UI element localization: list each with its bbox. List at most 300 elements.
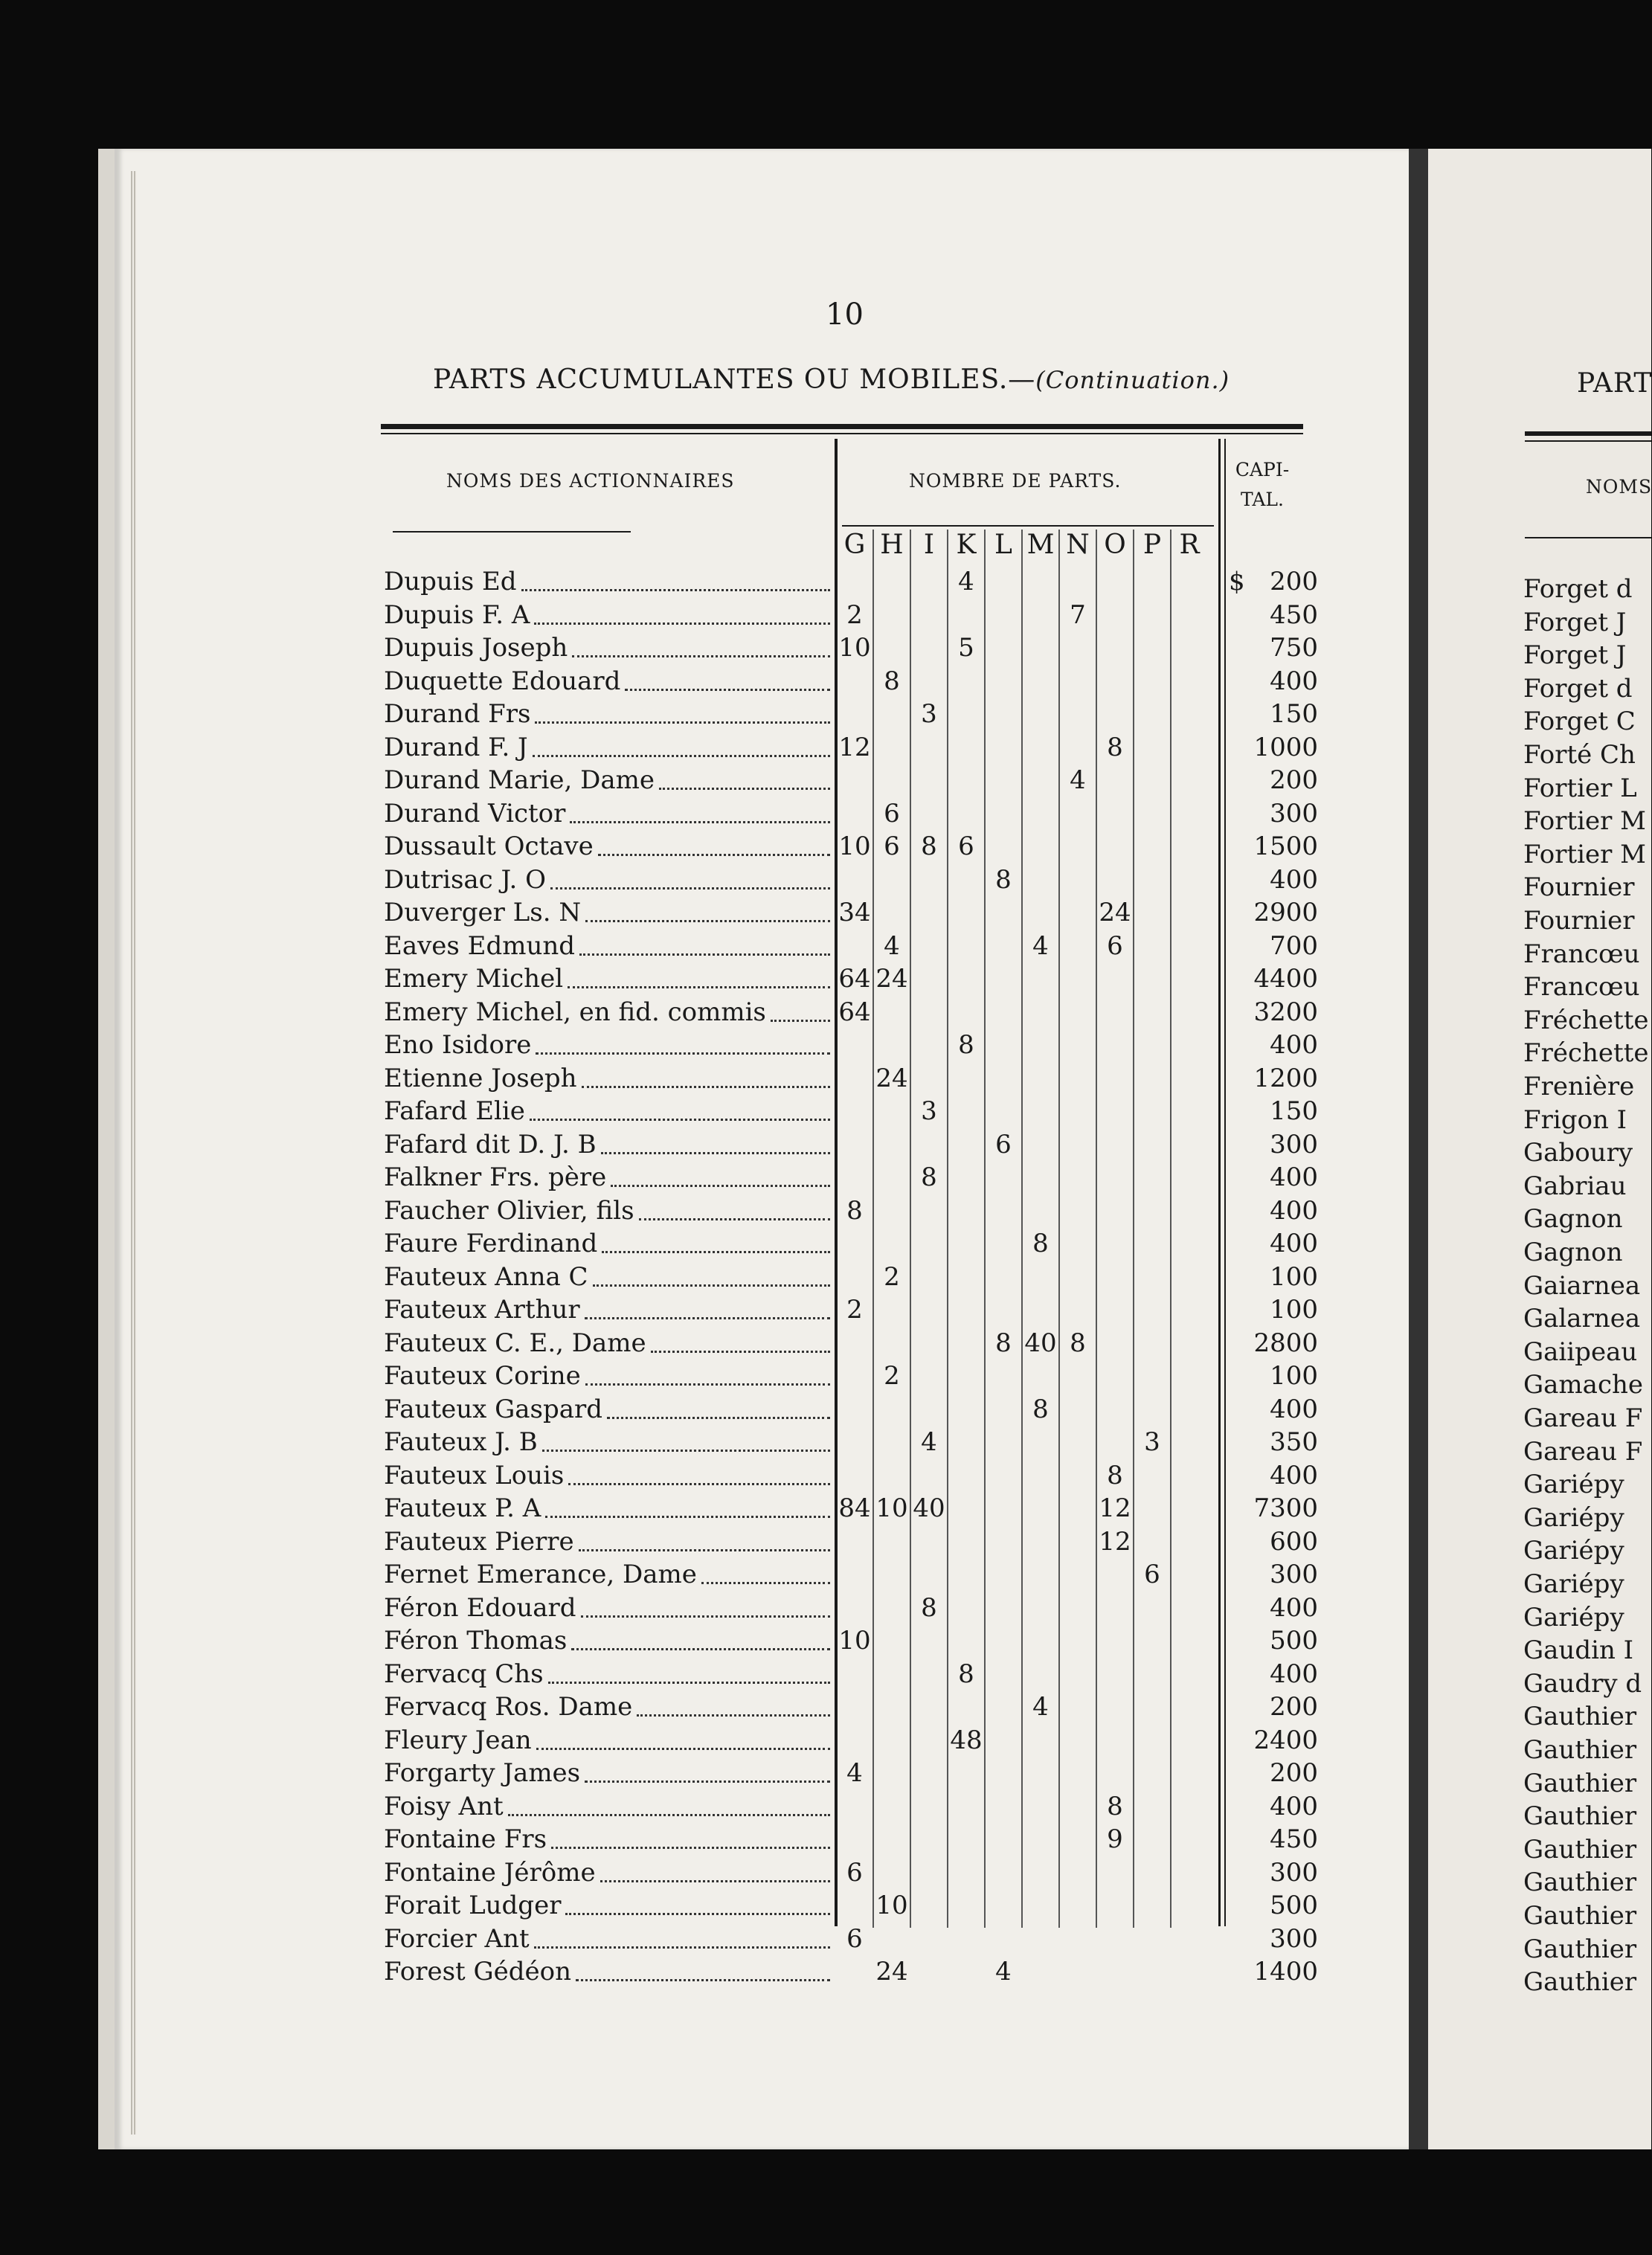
right-page-name: Gariépy [1523, 1502, 1624, 1533]
table-row [381, 863, 1333, 896]
dot-leader [542, 1417, 830, 1452]
shareholder-name: Fervacq Chs [384, 1659, 544, 1689]
shareholder-name: Féron Thomas [384, 1626, 568, 1656]
parts-cell-i: 8 [921, 1592, 937, 1623]
shareholder-name: Fauteux Pierre [384, 1526, 574, 1557]
shareholder-name: Fontaine Frs [384, 1824, 547, 1854]
parts-letter-l: L [994, 530, 1012, 560]
table-row [381, 1293, 1333, 1326]
capital-value: 150 [1270, 1096, 1318, 1126]
parts-letter-p: P [1142, 530, 1162, 560]
parts-letter-r: R [1179, 530, 1200, 560]
right-page-name: Gariépy [1523, 1536, 1624, 1566]
right-page-name: Fortier L [1523, 773, 1637, 803]
names-header-underline [393, 531, 631, 533]
dot-leader [581, 1583, 830, 1618]
table-row [381, 1194, 1333, 1227]
parts-cell-k: 8 [958, 1030, 974, 1060]
parts-cell-l: 4 [995, 1957, 1012, 1987]
parts-cell-n: 4 [1070, 765, 1086, 795]
table-row [381, 1492, 1333, 1525]
right-page-name: Fréchette [1523, 1005, 1649, 1035]
header-rule-thick [381, 424, 1303, 429]
parts-cell-g: 6 [846, 1923, 863, 1954]
parts-cell-h: 8 [884, 666, 900, 696]
parts-letter-n: N [1066, 530, 1090, 560]
shareholder-name: Fervacq Ros. Dame [384, 1692, 633, 1722]
shareholder-name: Féron Edouard [384, 1592, 576, 1623]
table-row [381, 599, 1333, 631]
table-row [381, 1823, 1333, 1856]
table-row [381, 1691, 1333, 1723]
parts-cell-h: 10 [875, 1891, 908, 1920]
dot-leader [508, 1781, 830, 1816]
parts-cell-k: 6 [958, 831, 974, 861]
shareholder-name: Fafard Elie [384, 1096, 525, 1126]
parts-cell-g: 6 [846, 1857, 863, 1888]
dot-leader [521, 556, 830, 591]
parts-cell-h: 24 [875, 964, 908, 994]
parts-cell-m: 8 [1032, 1229, 1049, 1258]
table-row [381, 1624, 1333, 1657]
parts-cell-g: 10 [838, 831, 871, 861]
parts-cell-g: 34 [838, 898, 871, 927]
dot-leader [536, 1715, 830, 1750]
parts-cell-i: 4 [921, 1427, 937, 1457]
shareholder-name: Duquette Edouard [384, 666, 621, 696]
right-page-name: Forget d [1523, 673, 1633, 704]
table-row [381, 731, 1333, 764]
parts-cell-h: 2 [884, 1261, 900, 1292]
right-page-name: Frenière [1523, 1072, 1635, 1101]
dot-leader [771, 987, 830, 1022]
dot-leader [551, 1814, 830, 1849]
parts-cell-o: 6 [1107, 930, 1123, 961]
parts-cell-h: 6 [884, 798, 900, 829]
table-row [381, 1955, 1333, 1988]
dot-leader [659, 755, 830, 790]
parts-cell-h: 6 [884, 831, 900, 861]
page-edges [131, 171, 137, 2135]
table-row [381, 797, 1333, 830]
right-page-name: Gauthier [1523, 1967, 1637, 1998]
parts-cell-i: 3 [921, 699, 937, 729]
right-page-name: Gauthier [1523, 1834, 1637, 1865]
shareholder-name: Eno Isidore [384, 1030, 532, 1060]
parts-cell-i: 8 [921, 1162, 937, 1192]
dot-leader [602, 1218, 830, 1253]
dot-leader [576, 1946, 830, 1981]
parts-column-separator [1058, 530, 1060, 1928]
right-page-name: Forget C [1523, 707, 1636, 737]
right-page-name: Gaiarnea [1523, 1270, 1641, 1301]
parts-cell-o: 8 [1107, 1460, 1123, 1490]
dot-leader [536, 1020, 830, 1055]
dot-leader [530, 1086, 830, 1121]
right-running-title: PART [1577, 368, 1652, 399]
shareholder-name: Duverger Ls. N [384, 898, 582, 927]
capital-value: 100 [1270, 1261, 1318, 1292]
shareholder-name: Emery Michel, en fid. commis [384, 997, 766, 1027]
capital-value: 7300 [1253, 1493, 1318, 1523]
right-page-name: Gauthier [1523, 1901, 1637, 1931]
right-page-name: Gaudry d [1523, 1668, 1642, 1699]
right-page-name: Gareau F [1523, 1436, 1643, 1467]
dot-leader [611, 1152, 830, 1187]
parts-column-separator [1096, 530, 1097, 1928]
capital-value: 400 [1270, 1659, 1318, 1689]
capital-value: 200 [1270, 765, 1318, 795]
capital-value: 400 [1270, 864, 1318, 895]
table-row [381, 764, 1333, 797]
table-row [381, 1923, 1333, 1955]
table-row [381, 1889, 1333, 1922]
capital-value: 450 [1270, 599, 1318, 630]
table-row [381, 1261, 1333, 1293]
parts-cell-n: 7 [1070, 599, 1086, 630]
capital-value: 300 [1270, 1560, 1318, 1589]
shareholder-name: Fafard dit D. J. B [384, 1129, 597, 1159]
right-page-name: Gauthier [1523, 1735, 1637, 1765]
right-page-name: Gamache [1523, 1370, 1644, 1400]
dot-leader [585, 887, 830, 922]
parts-header-underline [842, 525, 1214, 527]
dot-leader [598, 821, 830, 856]
parts-cell-o: 12 [1099, 1526, 1131, 1557]
capital-value: 200 [1270, 1692, 1318, 1722]
parts-cell-o: 8 [1107, 1791, 1123, 1821]
capital-value: 700 [1270, 930, 1318, 961]
shareholder-name: Falkner Frs. père [384, 1162, 607, 1192]
table-row [381, 1592, 1333, 1624]
shareholder-name: Fleury Jean [384, 1725, 532, 1755]
table-row [381, 830, 1333, 863]
parts-cell-g: 8 [846, 1195, 863, 1226]
capital-value: 400 [1270, 1460, 1318, 1490]
capital-value: 2900 [1253, 898, 1318, 927]
right-page-name: Gagnon [1523, 1238, 1623, 1267]
capital-value: 300 [1270, 798, 1318, 829]
right-page-name: Gariépy [1523, 1569, 1624, 1599]
table-row [381, 1227, 1333, 1260]
table-row [381, 1393, 1333, 1426]
capital-value: 3200 [1253, 997, 1318, 1027]
shareholder-name: Faure Ferdinand [384, 1229, 598, 1258]
table-row [381, 1525, 1333, 1558]
table-row [381, 1426, 1333, 1458]
book-spine [1409, 149, 1428, 2149]
right-header-rule-thick [1525, 431, 1651, 436]
dot-leader [639, 1186, 830, 1220]
table-row [381, 665, 1333, 698]
capital-value: 1500 [1253, 831, 1318, 861]
dot-leader [593, 1252, 830, 1287]
parts-cell-g: 4 [846, 1758, 863, 1788]
capital-value: 4400 [1253, 964, 1318, 994]
capital-column-header [1229, 455, 1296, 515]
capital-value: 400 [1270, 666, 1318, 696]
names-column-header: NOMS DES ACTIONNAIRES [446, 470, 735, 492]
table-row [381, 1062, 1333, 1095]
parts-cell-h: 2 [884, 1361, 900, 1391]
parts-column-separator [1133, 530, 1134, 1928]
parts-column-separator [947, 530, 948, 1928]
parts-cell-m: 40 [1024, 1328, 1057, 1358]
table-row [381, 1128, 1333, 1161]
right-page-name: Gaiipeau [1523, 1336, 1638, 1367]
table-row [381, 1029, 1333, 1061]
shareholder-name: Durand Victor [384, 798, 566, 829]
right-page-name: Frigon I [1523, 1104, 1627, 1135]
shareholder-name: Durand Marie, Dame [384, 765, 655, 795]
capital-value: 150 [1270, 699, 1318, 729]
table-row [381, 896, 1333, 929]
capital-value: 400 [1270, 1229, 1318, 1258]
table-row [381, 1360, 1333, 1392]
table-row [381, 1327, 1333, 1360]
parts-cell-o: 9 [1107, 1824, 1123, 1854]
table-row [381, 1856, 1333, 1889]
right-page-name: Francœu [1523, 939, 1640, 969]
parts-letter-k: K [956, 530, 977, 560]
parts-cell-o: 8 [1107, 732, 1123, 762]
capital-value: 450 [1270, 1824, 1318, 1854]
parts-cell-k: 4 [958, 567, 974, 596]
right-page-name: Fréchette [1523, 1038, 1649, 1069]
parts-cell-l: 8 [995, 864, 1012, 895]
shareholder-name: Forait Ludger [384, 1891, 562, 1920]
shareholder-name: Fauteux Corine [384, 1361, 581, 1391]
capital-value: 1400 [1253, 1957, 1318, 1987]
running-title [433, 364, 1230, 395]
shareholder-name: Forest Gédéon [384, 1957, 572, 1987]
table-row [381, 930, 1333, 962]
running-title-continuation: (Continuation.) [1035, 366, 1230, 394]
capital-value: 200 [1270, 1758, 1318, 1788]
parts-cell-g: 10 [838, 1626, 871, 1656]
dot-leader [625, 656, 830, 691]
capital-value: 350 [1270, 1427, 1318, 1457]
dot-leader [534, 1914, 830, 1949]
right-page-name: Gaboury [1523, 1138, 1633, 1168]
dot-leader [701, 1549, 830, 1584]
parts-cell-h: 24 [875, 1957, 908, 1987]
shareholder-name: Dupuis F. A [384, 599, 530, 630]
right-page-name: Gauthier [1523, 1768, 1637, 1798]
right-page-name: Gauthier [1523, 1702, 1637, 1732]
capital-header-line1: CAPI- [1235, 459, 1290, 480]
dot-leader [534, 590, 830, 625]
dot-leader [570, 788, 830, 823]
parts-cell-l: 6 [995, 1129, 1012, 1159]
parts-column-separator [910, 530, 911, 1928]
parts-cell-l: 8 [995, 1328, 1012, 1358]
shareholder-name: Fauteux P. A [384, 1493, 541, 1523]
dot-leader [585, 1284, 830, 1319]
table-row [381, 631, 1333, 664]
capital-value: 400 [1270, 1030, 1318, 1060]
dot-leader [637, 1682, 830, 1717]
parts-cell-h: 10 [875, 1493, 908, 1523]
shareholder-name: Fauteux J. B [384, 1427, 538, 1457]
right-header-rule-thin [1525, 440, 1651, 442]
right-names-header: NOMS [1586, 476, 1652, 498]
shareholder-name: Durand F. J [384, 732, 528, 762]
shareholder-name: Dutrisac J. O [384, 864, 546, 895]
parts-cell-g: 2 [846, 599, 863, 630]
dot-leader [601, 1119, 830, 1154]
shareholder-name: Durand Frs [384, 699, 531, 729]
table-row [381, 1724, 1333, 1757]
parts-cell-g: 64 [838, 964, 871, 994]
parts-column-separator [984, 530, 986, 1928]
right-page-name: Gagnon [1523, 1204, 1623, 1235]
running-title-main: PARTS ACCUMULANTES OU MOBILES.— [433, 364, 1036, 395]
table-row [381, 1459, 1333, 1492]
shareholder-name: Faucher Olivier, fils [384, 1195, 634, 1226]
shareholder-name: Fauteux Anna C [384, 1261, 588, 1292]
capital-value: 100 [1270, 1295, 1318, 1325]
parts-cell-h: 4 [884, 930, 900, 961]
shareholder-name: Emery Michel [384, 964, 564, 994]
right-page-name: Francœu [1523, 972, 1640, 1003]
parts-cell-g: 12 [838, 732, 871, 762]
capital-value: 400 [1270, 1394, 1318, 1424]
shareholder-name: Fauteux Gaspard [384, 1394, 603, 1424]
right-page-name: Fortier M [1523, 839, 1646, 869]
shareholder-name: Fauteux C. E., Dame [384, 1328, 646, 1358]
dot-leader [579, 921, 830, 956]
right-page-name: Gauthier [1523, 1868, 1637, 1898]
parts-cell-p: 6 [1144, 1560, 1160, 1589]
right-page-name: Gareau F [1523, 1403, 1643, 1433]
capital-value: 400 [1270, 1791, 1318, 1821]
shareholder-name: Foisy Ant [384, 1791, 504, 1821]
table-row [381, 1790, 1333, 1823]
parts-cell-m: 4 [1032, 1692, 1049, 1722]
shareholder-name: Dupuis Ed [384, 567, 517, 596]
shareholder-name: Fontaine Jérôme [384, 1857, 596, 1888]
parts-column-separator [872, 530, 874, 1928]
capital-value: 500 [1270, 1626, 1318, 1656]
capital-value: 2400 [1253, 1725, 1318, 1755]
parts-cell-g: 84 [838, 1493, 871, 1523]
dot-leader [607, 1384, 830, 1419]
parts-cell-m: 8 [1032, 1394, 1049, 1424]
parts-cell-o: 24 [1099, 898, 1131, 927]
parts-letter-o: O [1104, 530, 1126, 560]
header-rule-thin [381, 433, 1303, 434]
dot-leader [600, 1847, 830, 1882]
parts-column-header: NOMBRE DE PARTS. [909, 470, 1122, 492]
capital-value: 300 [1270, 1923, 1318, 1954]
dot-leader [568, 1450, 830, 1485]
parts-letter-m: M [1026, 530, 1055, 560]
shareholder-name: Forcier Ant [384, 1923, 530, 1954]
right-page-name: Forté Ch [1523, 740, 1636, 770]
parts-cell-n: 8 [1070, 1328, 1086, 1358]
table-row [381, 1658, 1333, 1691]
right-page-name: Gauthier [1523, 1934, 1637, 1964]
table-row [381, 962, 1333, 995]
right-page-name: Forget J [1523, 640, 1627, 671]
capital-value: 2800 [1253, 1328, 1318, 1358]
shareholder-name: Forgarty James [384, 1758, 581, 1788]
parts-cell-i: 8 [921, 831, 937, 861]
table-row [381, 1161, 1333, 1194]
capital-value: 100 [1270, 1361, 1318, 1391]
page-number: 10 [826, 297, 864, 332]
parts-cell-k: 48 [950, 1725, 983, 1755]
parts-letter-g: G [843, 530, 866, 560]
parts-cell-k: 8 [958, 1659, 974, 1689]
dot-leader [548, 1649, 830, 1684]
capital-value: 400 [1270, 1592, 1318, 1623]
right-page-name: Fournier [1523, 872, 1635, 903]
right-page-name: Forget J [1523, 607, 1627, 637]
dollar-sign: $ [1229, 567, 1245, 596]
right-page-name: Gariépy [1523, 1602, 1624, 1632]
parts-column-separator [1170, 530, 1171, 1928]
right-header-underline [1525, 537, 1651, 538]
parts-cell-g: 64 [838, 997, 871, 1027]
dot-leader [565, 1880, 830, 1915]
capital-value: 200 [1270, 567, 1318, 596]
right-page-name: Gariépy [1523, 1470, 1624, 1500]
capital-value: 300 [1270, 1129, 1318, 1159]
shareholder-name: Dussault Octave [384, 831, 594, 861]
dot-leader [550, 855, 830, 890]
parts-cell-g: 2 [846, 1295, 863, 1325]
shareholder-name: Eaves Edmund [384, 930, 576, 961]
dot-leader [651, 1318, 830, 1353]
parts-cell-p: 3 [1144, 1427, 1160, 1457]
parts-column-separator [1021, 530, 1023, 1928]
right-page-name: Galarnea [1523, 1304, 1641, 1334]
capital-value: 1000 [1253, 732, 1318, 762]
parts-cell-h: 24 [875, 1063, 908, 1093]
right-page-name: Forget d [1523, 574, 1633, 604]
capital-value: 600 [1270, 1526, 1318, 1557]
dot-leader [585, 1748, 830, 1783]
capital-value: 400 [1270, 1195, 1318, 1226]
parts-cell-g: 10 [838, 633, 871, 663]
capital-value: 300 [1270, 1857, 1318, 1888]
table-row [381, 565, 1333, 598]
dot-leader [571, 1615, 830, 1650]
shareholder-name: Fernet Emerance, Dame [384, 1560, 697, 1589]
parts-cell-i: 3 [921, 1096, 937, 1126]
parts-letter-h: H [880, 530, 904, 560]
shareholder-name: Fauteux Arthur [384, 1295, 580, 1325]
dot-leader [568, 953, 830, 988]
shareholder-name: Dupuis Joseph [384, 633, 568, 663]
dot-leader [585, 1351, 830, 1386]
table-row [381, 1558, 1333, 1591]
capital-value: 1200 [1253, 1063, 1318, 1093]
right-page-name: Fortier M [1523, 806, 1646, 837]
capital-value: 400 [1270, 1162, 1318, 1192]
capital-value: 750 [1270, 633, 1318, 663]
dot-leader [533, 722, 830, 757]
capital-value: 500 [1270, 1891, 1318, 1920]
parts-cell-m: 4 [1032, 930, 1049, 961]
right-page-name: Gaudin I [1523, 1635, 1634, 1666]
parts-letter-i: I [923, 530, 935, 560]
shareholder-name: Etienne Joseph [384, 1063, 577, 1093]
table-row [381, 1095, 1333, 1128]
right-page-name: Fournier [1523, 906, 1635, 936]
